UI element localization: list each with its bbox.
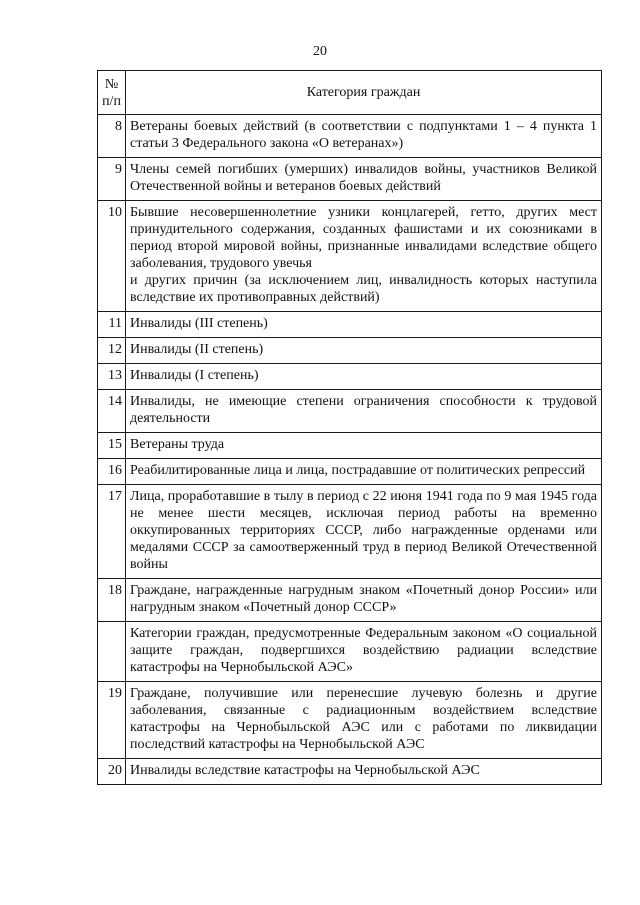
row-number: 18 — [98, 579, 126, 622]
row-number: 14 — [98, 390, 126, 433]
table-row — [98, 390, 602, 433]
row-category-text: Ветераны боевых действий (в соответствии с подпунктами 1 – 4 пункта 1 статьи 3 Федерального закона «О ветеранах») — [126, 115, 602, 158]
header-number-symbol: № — [104, 76, 119, 92]
row-category-text: Инвалиды (I степень) — [126, 364, 602, 390]
row-number: 13 — [98, 364, 126, 390]
table-section-row — [98, 622, 602, 682]
row-number: 16 — [98, 459, 126, 485]
row-number: 17 — [98, 485, 126, 579]
row-category-text-continued: и других причин (за исключением лиц, инвалидность которых наступила вследствие их противоправных действий) — [130, 273, 597, 305]
row-category-text: Реабилитированные лица и лица, пострадавшие от политических репрессий — [126, 459, 602, 485]
row-number: 19 — [98, 682, 126, 759]
section-heading-text: Категории граждан, предусмотренные Федеральным законом «О социальной защите граждан, подвергшихся воздействию радиации вследствие катастрофы на Чернобыльской АЭС» — [126, 622, 602, 682]
row-number: 12 — [98, 338, 126, 364]
table-row — [98, 682, 602, 759]
row-category-text: Граждане, получившие или перенесшие лучевую болезнь и другие заболевания, связанные с радиационным воздействием вследствие катастрофы на Чернобыльской АЭС или с работами по ликвидации последствий катастрофы на Чернобыльской АЭС — [126, 682, 602, 759]
row-category-text: Инвалиды вследствие катастрофы на Чернобыльской АЭС — [126, 759, 602, 785]
row-number: 10 — [98, 201, 126, 312]
row-category-text: Инвалиды, не имеющие степени ограничения способности к трудовой деятельности — [126, 390, 602, 433]
header-category-cell: Категория граждан — [126, 71, 602, 115]
row-category-text: Инвалиды (III степень) — [126, 312, 602, 338]
table-row — [98, 338, 602, 364]
row-number — [98, 622, 126, 682]
row-number: 20 — [98, 759, 126, 785]
row-number: 11 — [98, 312, 126, 338]
table-row — [98, 364, 602, 390]
row-category-text: Бывшие несовершеннолетние узники концлагерей, гетто, других мест принудительного содержания, созданных фашистами и их союзниками в период второй мировой войны, признанные инвалидами вследствие общего заболевания, трудового увечья — [130, 205, 597, 271]
row-category-text: Ветераны труда — [126, 433, 602, 459]
table-row — [98, 158, 602, 201]
row-number: 15 — [98, 433, 126, 459]
table-row — [98, 115, 602, 158]
table-row — [98, 433, 602, 459]
table-row — [98, 579, 602, 622]
row-category-text: Граждане, награжденные нагрудным знаком «Почетный донор России» или нагрудным знаком «Почетный донор СССР» — [126, 579, 602, 622]
row-category-text: Инвалиды (II степень) — [126, 338, 602, 364]
row-number: 9 — [98, 158, 126, 201]
page-number: 20 — [313, 44, 327, 59]
table-row — [98, 312, 602, 338]
header-number-cell — [98, 71, 126, 115]
table-row — [98, 201, 602, 312]
row-category-text: Члены семей погибших (умерших) инвалидов войны, участников Великой Отечественной войны и ветеранов боевых действий — [126, 158, 602, 201]
table-row — [98, 485, 602, 579]
row-category-text: Лица, проработавшие в тылу в период с 22 июня 1941 года по 9 мая 1945 года не менее шести месяцев, исключая период работы на временно оккупированных территориях СССР, либо награжденные орденами или медалями СССР за самоотверженный труд в период Великой Отечественной войны — [126, 485, 602, 579]
table-header-row — [98, 71, 602, 115]
table-row — [98, 759, 602, 785]
row-category-cell — [126, 201, 602, 312]
table-row — [98, 459, 602, 485]
categories-table — [97, 70, 602, 785]
row-number: 8 — [98, 115, 126, 158]
header-number-label: п/п — [102, 93, 121, 109]
